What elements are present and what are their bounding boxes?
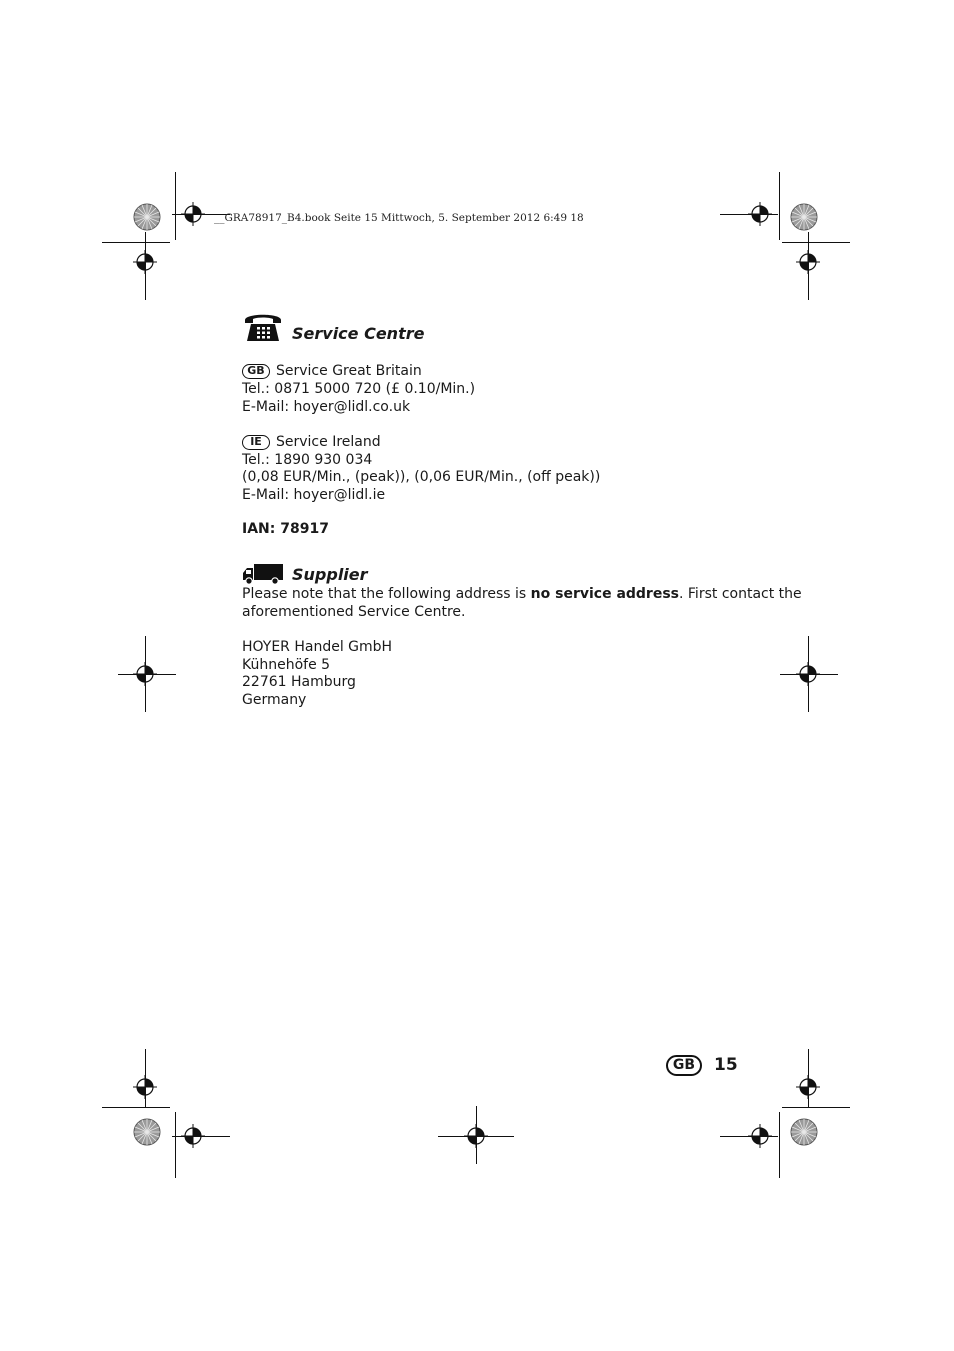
- supplier-note-line2: aforementioned Service Centre.: [242, 604, 466, 620]
- service-ie-rates: (0,08 EUR/Min., (peak)), (0,06 EUR/Min., (off peak)): [242, 469, 601, 485]
- footer-gb-badge: GB: [666, 1055, 702, 1076]
- service-ie-email: E-Mail: hoyer@lidl.ie: [242, 487, 386, 503]
- supplier-heading: Supplier: [292, 565, 368, 584]
- telephone-icon: [243, 311, 283, 343]
- service-gb-tel: Tel.: 0871 5000 720 (£ 0.10/Min.): [242, 381, 476, 397]
- service-ie-tel: Tel.: 1890 930 034: [242, 452, 373, 468]
- page-number: 15: [714, 1055, 738, 1075]
- address-line: Kühnehöfe 5: [242, 657, 331, 673]
- address-line: Germany: [242, 692, 307, 708]
- no-service-address-emphasis: no service address: [530, 586, 679, 602]
- gb-badge: GB: [242, 364, 270, 379]
- service-gb-email: E-Mail: hoyer@lidl.co.uk: [242, 399, 411, 415]
- truck-icon: [242, 563, 284, 585]
- supplier-note: Please note that the following address is no service address. First contact the: [242, 586, 802, 602]
- service-gb-title: GB Service Great Britain: [242, 362, 422, 380]
- ian-number: IAN: 78917: [242, 521, 329, 537]
- ie-badge: IE: [242, 435, 270, 450]
- address-line: HOYER Handel GmbH: [242, 639, 393, 655]
- service-centre-heading: Service Centre: [292, 324, 425, 343]
- address-line: 22761 Hamburg: [242, 674, 356, 690]
- service-ie-title: IE Service Ireland: [242, 433, 381, 451]
- print-slug: __GRA78917_B4.book Seite 15 Mittwoch, 5. September 2012 6:49 18: [214, 212, 584, 224]
